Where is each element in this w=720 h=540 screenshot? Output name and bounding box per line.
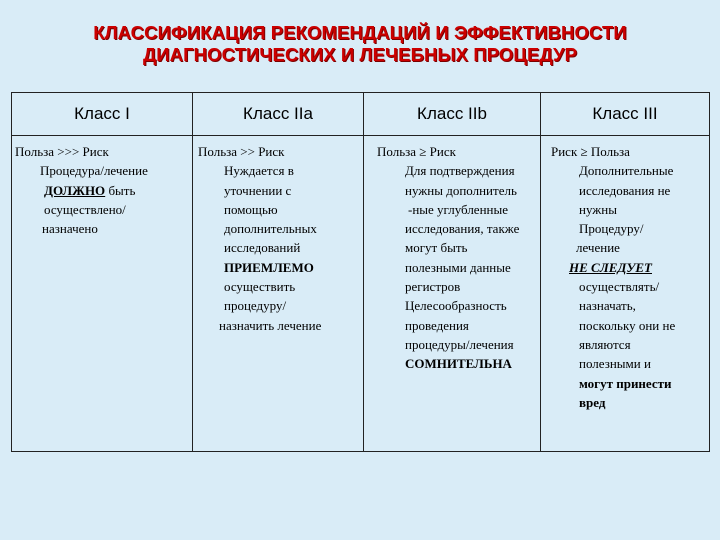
emphasis-acceptable: ПРИЕМЛЕМО	[224, 259, 314, 275]
cell-line: лечение	[576, 240, 620, 256]
cell-line: -ные углубленные	[408, 201, 508, 217]
cell-line	[15, 181, 192, 200]
cell-line: проведения	[405, 317, 469, 333]
header-class-2b: Класс IIb	[364, 93, 541, 136]
cell-class-2a	[193, 136, 364, 452]
cell-class-3	[541, 136, 710, 452]
title-line-1: КЛАССИФИКАЦИЯ РЕКОМЕНДАЦИЙ И ЭФФЕКТИВНОСТИ	[93, 22, 627, 43]
table-header-row	[12, 93, 710, 136]
cell-line: Польза >> Риск	[198, 144, 285, 159]
cell-line: исследования, также	[405, 221, 520, 237]
cell-line: Процедура/лечение	[40, 163, 148, 179]
cell-line: Нуждается в	[224, 163, 294, 179]
cell-class-1	[12, 136, 193, 452]
emphasis-doubtful: СОМНИТЕЛЬНА	[405, 356, 512, 372]
cell-line: регистров	[405, 279, 461, 295]
cell-line: Процедуру/	[579, 221, 644, 237]
cell-line: исследования не	[579, 182, 671, 198]
cell-line: исследований	[224, 240, 301, 256]
cell-line: назначено	[42, 221, 98, 237]
header-class-2a: Класс IIa	[193, 93, 364, 136]
cell-line: являются	[579, 336, 631, 352]
cell-line: помощью	[224, 201, 278, 217]
cell-line: осуществлено/	[44, 201, 126, 217]
header-class-1: Класс I	[12, 93, 193, 136]
cell-line: процедуру/	[224, 298, 287, 314]
cell-line: нужны	[579, 201, 617, 217]
emphasis-harm: могут принести	[579, 375, 672, 391]
title-line-2: ДИАГНОСТИЧЕСКИХ И ЛЕЧЕБНЫХ ПРОЦЕДУР	[142, 44, 578, 65]
cell-line: полезными и	[579, 356, 651, 372]
header-class-3: Класс III	[541, 93, 710, 136]
classification-table	[11, 92, 710, 452]
cell-line: Для подтверждения	[405, 163, 515, 179]
cell-line: Дополнительные	[579, 163, 674, 179]
cell-line: полезными данные	[405, 259, 511, 275]
cell-line: осуществлять/	[579, 279, 660, 295]
cell-line: Польза >>> Риск	[15, 144, 109, 159]
cell-line: Польза ≥ Риск	[377, 144, 456, 159]
cell-line: поскольку они не	[579, 317, 676, 333]
cell-line-rest: быть	[105, 182, 136, 198]
cell-line: Риск ≥ Польза	[551, 144, 630, 159]
cell-line: уточнении с	[224, 182, 292, 198]
page-title	[0, 22, 720, 66]
cell-line: назначать,	[579, 298, 636, 314]
cell-line: назначить лечение	[219, 317, 322, 333]
emphasis-not-recommended: НЕ СЛЕДУЕТ	[569, 259, 652, 275]
cell-line: нужны дополнитель	[405, 182, 517, 198]
table-body-row	[12, 136, 710, 452]
cell-line: Целесообразность	[405, 298, 507, 314]
emphasis-harm: вред	[579, 394, 606, 410]
cell-line: дополнительных	[224, 221, 317, 237]
emphasis-must: ДОЛЖНО	[44, 182, 106, 198]
cell-line: осуществить	[224, 279, 296, 295]
cell-line: могут быть	[405, 240, 468, 256]
cell-line: процедуры/лечения	[405, 336, 514, 352]
cell-class-2b	[364, 136, 541, 452]
